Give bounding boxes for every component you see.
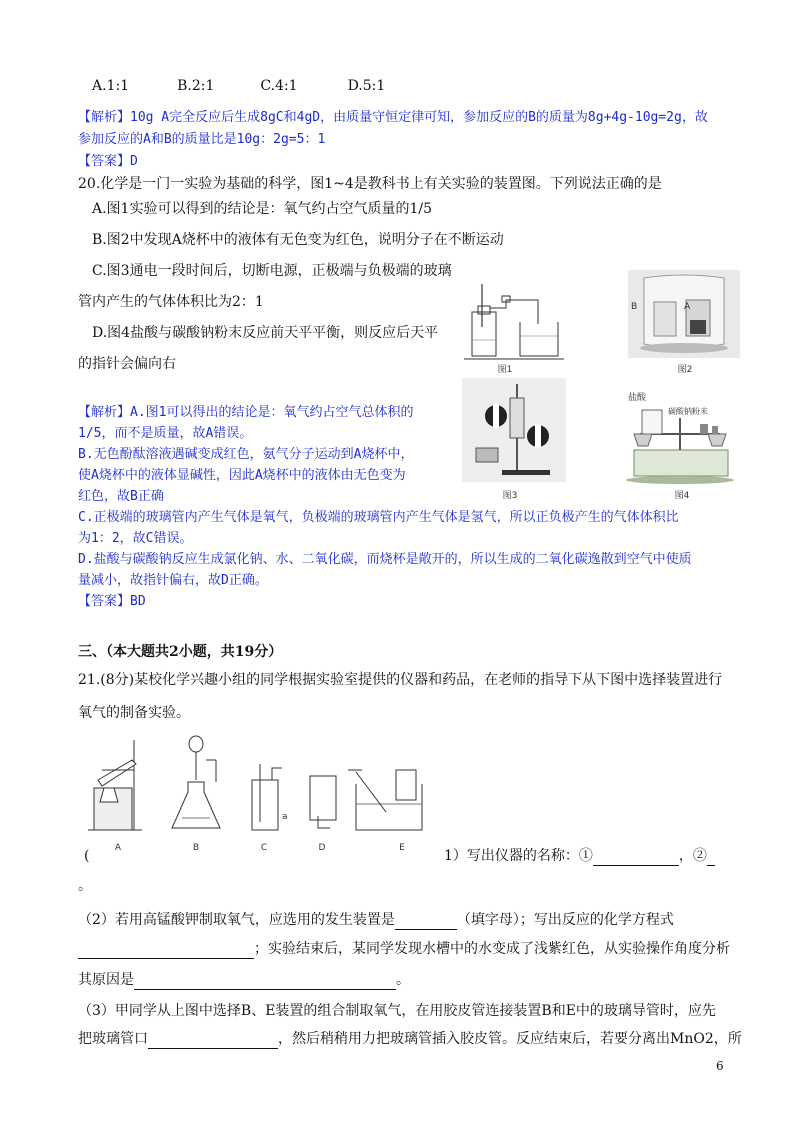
- apparatus-label-small-a: a: [282, 812, 288, 822]
- q19-option-b: B.2:1: [177, 78, 215, 94]
- q21-stem-1: 21.(8分)某校化学兴趣小组的同学根据实验室提供的仪器和药品，在老师的指导下从下图中选择装置进行: [78, 672, 723, 688]
- q21-part2-2: [78, 939, 730, 959]
- figure-4-caption: 图4: [674, 491, 690, 501]
- q21-part2-1: [78, 910, 674, 930]
- figure-2-label-a: A: [684, 302, 691, 312]
- q21-part2-text-3: 其原因是: [78, 972, 134, 988]
- q20-option-a: A.图1实验可以得到的结论是：氧气约占空气质量的1/5: [92, 201, 432, 217]
- q21-blank-2[interactable]: [707, 849, 715, 866]
- apparatus-d: [310, 776, 336, 828]
- q21-part2-text-b: （填字母）；写出反应的化学方程式: [456, 912, 674, 928]
- q19-answer: 【答案】D: [78, 154, 138, 169]
- q21-part1-end: 。: [78, 878, 92, 894]
- figure-3-caption: 图3: [502, 491, 518, 501]
- q21-part2-text-2: ；实验结束后，某同学发现水槽中的水变成了浅紫红色，从实验操作角度分析: [254, 941, 730, 957]
- q21-stem-2: 氧气的制备实验。: [78, 705, 190, 721]
- q20-analysis-line: 量减小，故指针偏右，故D正确。: [78, 573, 268, 588]
- apparatus-a: [88, 740, 142, 830]
- apparatus-label-b: B: [192, 843, 200, 853]
- figure-2-label-b: B: [631, 302, 638, 312]
- q21-part1-text: 1）写出仪器的名称：①: [444, 848, 593, 864]
- q21-part3-text: 把玻璃管口: [78, 1031, 148, 1047]
- q19-option-d: D.5:1: [347, 78, 386, 94]
- q21-part1: [444, 846, 715, 866]
- q21-part2-end: 。: [396, 972, 410, 988]
- section-3-heading: 三、（本大题共2小题，共19分）: [78, 644, 283, 660]
- q19-analysis: 【解析】10g A完全反应后生成8gC和4gD，由质量守恒定律可知，参加反应的B的质量为8g+4g-10g=2g，故: [78, 110, 708, 125]
- figure-2-image: [628, 270, 740, 358]
- q20-option-b: B.图2中发现A烧杯中的液体有无色变为红色，说明分子在不断运动: [92, 232, 504, 248]
- q20-analysis-line: B.无色酚酞溶液遇碱变成红色，氨气分子运动到A烧杯中，: [78, 447, 414, 462]
- q20-analysis-line: 1/5，而不是质量，故A错误。: [78, 426, 253, 441]
- q20-analysis-line: D.盐酸与碳酸钠反应生成氯化钠、水、二氧化碳，而烧杯是敞开的，所以生成的二氧化碳逸散到空气中使质: [78, 552, 692, 567]
- page-number: 6: [716, 1059, 724, 1073]
- q20-option-d-1: D.图4盐酸与碳酸钠粉末反应前天平平衡，则反应后天平: [92, 325, 439, 341]
- q19-option-a: A.1:1: [92, 78, 130, 94]
- q21-blank-1[interactable]: [593, 849, 679, 866]
- apparatus-label-d: D: [318, 843, 326, 853]
- q21-blank-6[interactable]: [148, 1032, 278, 1049]
- q20-option-c-1: C.图3通电一段时间后，切断电源，正极端与负极端的玻璃: [92, 263, 452, 279]
- q21-part1-mid: ，②: [678, 848, 707, 864]
- q21-blank-4[interactable]: [78, 942, 254, 959]
- apparatus-e: [348, 770, 422, 830]
- q21-part3-1: （3）甲同学从上图中选择B、E装置的组合制取氧气，在用胶皮管连接装置B和E中的玻璃导管时，应先: [78, 1003, 716, 1019]
- q21-part2-text: （2）若用高锰酸钾制取氧气，应选用的发生装置是: [78, 912, 395, 928]
- apparatus-figure: [86, 730, 446, 840]
- apparatus-c: [252, 764, 282, 830]
- apparatus-label-c: C: [260, 843, 268, 853]
- q21-part2-3: [78, 970, 410, 990]
- q21-blank-3[interactable]: [395, 913, 457, 930]
- figure-1-image: [462, 282, 566, 364]
- q19-analysis-2: 参加反应的A和B的质量比是10g：2g=5：1: [78, 132, 326, 147]
- figure-4-label-hcl: 盐酸: [628, 393, 647, 403]
- q19-option-c: C.4:1: [260, 78, 298, 94]
- q21-part3-2: [78, 1029, 742, 1049]
- q21-part3-text-b: ，然后稍稍用力把玻璃管插入胶皮管。反应结束后，若要分离出MnO2，所: [278, 1031, 742, 1047]
- q20-stem: 20.化学是一门一实验为基础的科学，图1~4是教科书上有关实验的装置图。下列说法正确的是: [78, 176, 662, 192]
- figure-2-caption: 图2: [677, 365, 693, 375]
- q20-analysis-line: 为1：2，故C错误。: [78, 531, 193, 546]
- figure-4-label-na2co3: 碳酸钠粉末: [668, 407, 708, 416]
- q20-analysis-line: C.正极端的玻璃管内产生气体是氧气，负极端的玻璃管内产生气体是氢气，所以正负极产生的气体体积比: [78, 510, 679, 525]
- apparatus-label-e: E: [399, 843, 405, 853]
- q20-option-d-2: 的指针会偏向右: [78, 356, 176, 372]
- q20-analysis-line: 红色，故B正确: [78, 489, 164, 504]
- q21-paren-open: (: [84, 848, 90, 864]
- q20-analysis-line: 【解析】A.图1可以得出的结论是：氧气约占空气总体积的: [78, 405, 414, 420]
- q20-option-c-2: 管内产生的气体体积比为2：1: [78, 294, 264, 310]
- figure-1-caption: 图1: [497, 365, 513, 375]
- figure-3-image: [462, 378, 566, 482]
- q19-options: [92, 76, 425, 96]
- q20-analysis-line: 使A烧杯中的液体显碱性，因此A烧杯中的液体由无色变为: [78, 468, 406, 483]
- apparatus-label-a: A: [114, 843, 122, 853]
- apparatus-b: [172, 736, 220, 828]
- q21-blank-5[interactable]: [134, 973, 396, 990]
- q20-answer: 【答案】BD: [78, 594, 146, 609]
